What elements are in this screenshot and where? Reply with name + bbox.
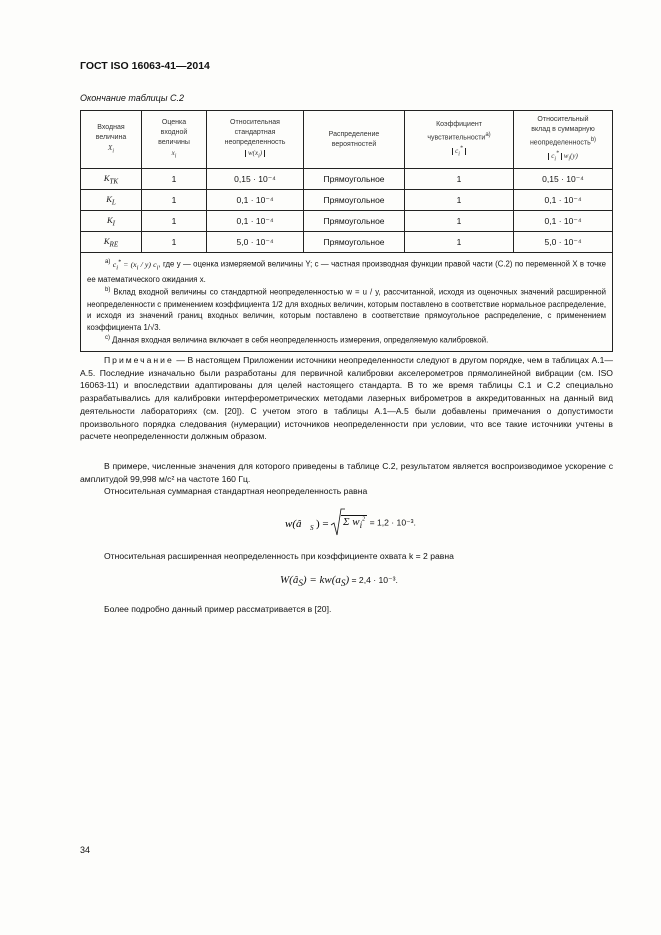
- svg-text:) =: ) =: [316, 518, 329, 530]
- table-header-row: [81, 111, 613, 169]
- header-contribution: Относительный вклад в суммарную неопределенность$^{b)}$ $c_i^*$ $w_i(y)$: [514, 111, 613, 169]
- formula-radical: [285, 505, 345, 541]
- paragraph-combined-uncertainty: Относительная суммарная стандартная неопределенность равна: [104, 486, 368, 497]
- note-paragraph: Примечание — В настоящем Приложении источники неопределенности следуют в другом порядке, чем в таблицах А.1—А.5. Последние изначально были разработаны для первичной калибровки акселерометров прямолинейной вибрации (см. ISO 16063-11) и впоследствии адаптированы для целей настоящего стандарта. В то же время таблицы С.1 и С.2 специально разрабатывались для калибровки интерферометрических методами лазерных виброметров в аккредитованных на данный вид деятельности лабораториях (см. [20]). С учетом этого в таблицы А.1—А.5 были добавлены примечания о допустимости произвольного порядка следования (нумерации) источников неопределенности при условии, что все такие источники учтены в расчете неопределенности должным образом.: [80, 355, 613, 442]
- paragraph-expanded-uncertainty: Относительная расширенная неопределенность при коэффициенте охвата k = 2 равна: [104, 551, 454, 561]
- footnote-a: $^{a)}$ $c_i^* = (x_i / y)$ $c_i$, где y — оценка измеряемой величины Y; c — частная производная функции правой части (С.2) по переменной X в точке ее математического ожидания x.: [87, 259, 606, 284]
- table-row: $K_{RE}$ 1 5,0 · 10⁻⁴ Прямоугольное 1 5,0 · 10⁻⁴: [81, 232, 613, 253]
- uncertainty-table: [80, 110, 613, 352]
- svg-text:S: S: [310, 524, 314, 532]
- header-relative-uncertainty: Относительная стандартная неопределенность $w(x_i)$: [207, 111, 304, 169]
- header-sensitivity-coefficient: Коэффициент чувствительности$^{a)}$ $c_i^*$: [405, 111, 514, 169]
- note-label: Примечание: [104, 355, 174, 365]
- formula-expanded-uncertainty: $W(â_S) = kw(a_S) = 2,4 \cdot 10^{-3}$.: [280, 574, 398, 589]
- paragraph-example: В примере, численные значения для которого приведены в таблице С.2, результатом является воспроизводимое ускорение с амплитудой 99,998 м/с² на частоте 160 Гц. Относительная суммарная стандартная неопределенность равна: [80, 461, 613, 497]
- page-number: 34: [80, 845, 91, 855]
- table-caption: Окончание таблицы С.2: [80, 93, 184, 103]
- svg-text:w(â: w(â: [285, 518, 302, 530]
- footnote-b: $^{b)}$ Вклад входной величины со стандартной неопределенностью w = u / y, рассчитанной, исходя из оценочных значений расширенной неопределенности с применением коэффициента 1/2 для входных величин, которым поставлено в соответствие нормальное распределение, и исходя из значений границ входных величин, которым поставлено в соответствие прямоугольное распределение, с применением коэффициента 1/√3.: [87, 287, 606, 332]
- header-distribution: Распределение вероятностей: [304, 111, 405, 169]
- document-header: ГОСТ ISO 16063-41—2014: [80, 60, 210, 72]
- table-footnotes: [81, 253, 613, 352]
- header-input-quantity: Входная величина $X_i$: [81, 111, 142, 169]
- table-row: $K_I$ 1 0,1 · 10⁻⁴ Прямоугольное 1 0,1 · 10⁻⁴: [81, 211, 613, 232]
- table-row: $K_L$ 1 0,1 · 10⁻⁴ Прямоугольное 1 0,1 · 10⁻⁴: [81, 190, 613, 211]
- formula-combined-uncertainty: w(â S ) = Σ $w_i^2 = 1,2 \cdot 10^{-3}$.: [285, 505, 465, 541]
- header-estimate: Оценка входной величины $x_i$: [142, 111, 207, 169]
- footnote-c: $^{c)}$ Данная входная величина включает в себя неопределенность измерения, определяемую калибровкой.: [105, 335, 489, 345]
- paragraph-reference: Более подробно данный пример рассматривается в [20].: [104, 604, 332, 614]
- table-row: $K_{TK}$ 1 0,15 · 10⁻⁴ Прямоугольное 1 0,15 · 10⁻⁴: [81, 169, 613, 190]
